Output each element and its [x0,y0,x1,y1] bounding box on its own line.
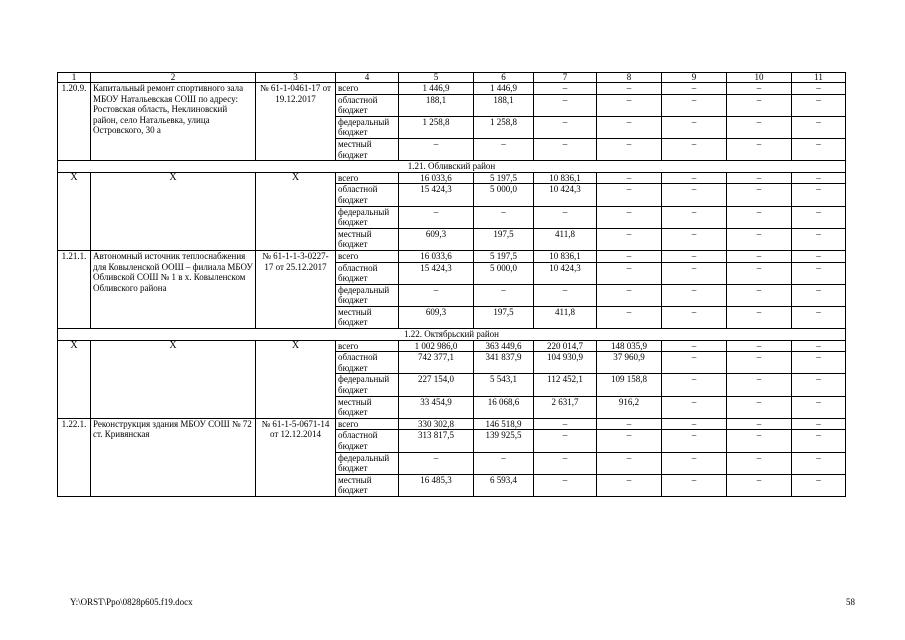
amount-cell: – [662,94,727,116]
amount-cell: – [727,184,792,206]
amount-cell: – [534,116,597,138]
amount-cell: 10 424,3 [534,184,597,206]
amount-cell: – [792,374,846,396]
amount-cell: 2 631,7 [534,396,597,418]
amount-cell: 16 485,3 [399,474,474,496]
amount-cell: 146 518,9 [474,418,534,430]
amount-cell: – [792,352,846,374]
amount-cell: – [534,452,597,474]
amount-cell: – [662,138,727,160]
amount-cell: – [597,94,662,116]
column-number-row [58,73,846,83]
amount-cell: 1 002 986,0 [399,340,474,352]
funding-source: всего [336,172,399,184]
amount-cell: – [597,184,662,206]
amount-cell: – [792,83,846,95]
object-name: Х [91,172,256,250]
section-title: 1.21. Обливский район [58,161,846,173]
object-name: Капитальный ремонт спортивного зала МБОУ Натальевская СОШ по адресу: Ростовская область, Неклиновский район, село Натальевка, улица Островского, 30 а [91,83,256,161]
amount-cell: 1 258,8 [399,116,474,138]
document-ref: Х [256,340,336,418]
amount-cell: – [474,452,534,474]
amount-cell: 15 424,3 [399,184,474,206]
amount-cell: – [727,116,792,138]
amount-cell: – [662,352,727,374]
amount-cell: 5 197,5 [474,172,534,184]
amount-cell: 5 197,5 [474,250,534,262]
funding-source: федеральный бюджет [336,452,399,474]
amount-cell: – [399,138,474,160]
item-number: 1.21.1. [58,250,91,328]
amount-cell: – [662,262,727,284]
amount-cell: – [534,430,597,452]
amount-cell: 5 000,0 [474,262,534,284]
amount-cell: – [727,94,792,116]
column-number: 11 [792,73,846,83]
funding-source: областной бюджет [336,430,399,452]
amount-cell: – [534,206,597,228]
amount-cell: – [597,418,662,430]
amount-cell: – [597,228,662,250]
amount-cell: – [727,418,792,430]
amount-cell: 197,5 [474,306,534,328]
column-number: 10 [727,73,792,83]
amount-cell: 15 424,3 [399,262,474,284]
amount-cell: 5 543,1 [474,374,534,396]
amount-cell: – [474,138,534,160]
table-row [58,418,846,430]
column-number: 9 [662,73,727,83]
amount-cell: – [597,138,662,160]
amount-cell: – [727,430,792,452]
amount-cell: – [597,430,662,452]
amount-cell: 112 452,1 [534,374,597,396]
funding-source: областной бюджет [336,352,399,374]
amount-cell: – [534,418,597,430]
amount-cell: – [399,284,474,306]
amount-cell: – [792,474,846,496]
amount-cell: 1 446,9 [474,83,534,95]
amount-cell: – [597,452,662,474]
amount-cell: – [792,452,846,474]
amount-cell: – [662,250,727,262]
amount-cell: 742 377,1 [399,352,474,374]
amount-cell: – [474,206,534,228]
amount-cell: 104 930,9 [534,352,597,374]
amount-cell: 363 449,6 [474,340,534,352]
funding-source: федеральный бюджет [336,374,399,396]
amount-cell: – [727,374,792,396]
funding-source: федеральный бюджет [336,284,399,306]
amount-cell: – [792,138,846,160]
table-row [58,250,846,262]
amount-cell: – [727,138,792,160]
amount-cell: – [727,352,792,374]
funding-source: местный бюджет [336,396,399,418]
amount-cell: – [597,262,662,284]
amount-cell: – [662,396,727,418]
amount-cell: 227 154,0 [399,374,474,396]
amount-cell: – [792,396,846,418]
amount-cell: – [662,474,727,496]
amount-cell: 6 593,4 [474,474,534,496]
amount-cell: 1 258,8 [474,116,534,138]
amount-cell: – [662,206,727,228]
amount-cell: – [792,430,846,452]
funding-source: всего [336,250,399,262]
amount-cell: 188,1 [399,94,474,116]
amount-cell: – [662,374,727,396]
column-number: 5 [399,73,474,83]
amount-cell: – [597,83,662,95]
amount-cell: – [662,306,727,328]
amount-cell: – [792,306,846,328]
amount-cell: 197,5 [474,228,534,250]
amount-cell: 341 837,9 [474,352,534,374]
amount-cell: – [662,228,727,250]
amount-cell: – [662,284,727,306]
amount-cell: 411,8 [534,228,597,250]
amount-cell: – [662,83,727,95]
amount-cell: – [534,94,597,116]
amount-cell: – [474,284,534,306]
amount-cell: – [662,172,727,184]
column-number: 7 [534,73,597,83]
amount-cell: – [727,284,792,306]
table-row [58,172,846,184]
funding-source: местный бюджет [336,306,399,328]
document-ref: № 61-1-0461-17 от 19.12.2017 [256,83,336,161]
amount-cell: – [727,228,792,250]
amount-cell: – [792,184,846,206]
amount-cell: – [727,206,792,228]
amount-cell: 16 033,6 [399,172,474,184]
amount-cell: – [727,250,792,262]
amount-cell: 10 836,1 [534,172,597,184]
amount-cell: 16 033,6 [399,250,474,262]
amount-cell: 139 925,5 [474,430,534,452]
amount-cell: 33 454,9 [399,396,474,418]
amount-cell: – [662,452,727,474]
amount-cell: 609,3 [399,306,474,328]
amount-cell: – [662,340,727,352]
amount-cell: 109 158,8 [597,374,662,396]
funding-source: местный бюджет [336,138,399,160]
section-title: 1.22. Октябрьский район [58,329,846,341]
item-number: Х [58,172,91,250]
column-number: 4 [336,73,399,83]
funding-source: федеральный бюджет [336,206,399,228]
column-number: 1 [58,73,91,83]
amount-cell: – [399,452,474,474]
amount-cell: – [792,116,846,138]
amount-cell: – [399,206,474,228]
page-number: 58 [846,597,855,607]
amount-cell: – [727,172,792,184]
section-row [58,329,846,341]
amount-cell: – [792,250,846,262]
amount-cell: – [597,250,662,262]
amount-cell: – [727,306,792,328]
amount-cell: – [792,340,846,352]
section-row [58,161,846,173]
amount-cell: – [597,116,662,138]
column-number: 2 [91,73,256,83]
amount-cell: 609,3 [399,228,474,250]
column-number: 8 [597,73,662,83]
amount-cell: – [727,340,792,352]
item-number: Х [58,340,91,418]
amount-cell: – [727,474,792,496]
amount-cell: 313 817,5 [399,430,474,452]
amount-cell: 148 035,9 [597,340,662,352]
funding-source: областной бюджет [336,184,399,206]
amount-cell: – [792,172,846,184]
item-number: 1.22.1. [58,418,91,496]
funding-source: федеральный бюджет [336,116,399,138]
funding-source: всего [336,83,399,95]
funding-source: местный бюджет [336,474,399,496]
amount-cell: 37 960,9 [597,352,662,374]
amount-cell: – [597,172,662,184]
amount-cell: – [727,452,792,474]
amount-cell: 16 068,6 [474,396,534,418]
funding-source: областной бюджет [336,262,399,284]
column-number: 3 [256,73,336,83]
finance-table [57,72,846,497]
amount-cell: – [597,206,662,228]
funding-source: всего [336,340,399,352]
item-number: 1.20.9. [58,83,91,161]
amount-cell: – [727,83,792,95]
amount-cell: – [792,262,846,284]
amount-cell: 10 424,3 [534,262,597,284]
amount-cell: – [662,116,727,138]
funding-source: всего [336,418,399,430]
amount-cell: – [792,228,846,250]
amount-cell: 411,8 [534,306,597,328]
amount-cell: 5 000,0 [474,184,534,206]
amount-cell: – [662,430,727,452]
document-ref: № 61-1-5-0671-14 от 12.12.2014 [256,418,336,496]
amount-cell: – [792,94,846,116]
object-name: Автономный источник теплоснабжения для Ковыленской ООШ – филиала МБОУ Обливской СОШ № 1 в х. Ковыленском Обливского района [91,250,256,328]
amount-cell: – [597,284,662,306]
object-name: Реконструкция здания МБОУ СОШ № 72 ст. Кривянская [91,418,256,496]
amount-cell: – [534,138,597,160]
object-name: Х [91,340,256,418]
amount-cell: – [727,396,792,418]
amount-cell: – [792,418,846,430]
amount-cell: 1 446,9 [399,83,474,95]
amount-cell: 330 302,8 [399,418,474,430]
amount-cell: – [597,474,662,496]
amount-cell: – [792,284,846,306]
amount-cell: – [534,83,597,95]
amount-cell: – [662,184,727,206]
amount-cell: – [597,306,662,328]
funding-source: местный бюджет [336,228,399,250]
amount-cell: – [792,206,846,228]
table-row [58,83,846,95]
file-path: Y:\ORST\Ppo\0828p605.f19.docx [70,597,193,607]
amount-cell: – [662,418,727,430]
amount-cell: – [727,262,792,284]
amount-cell: 916,2 [597,396,662,418]
amount-cell: 10 836,1 [534,250,597,262]
funding-source: областной бюджет [336,94,399,116]
amount-cell: 188,1 [474,94,534,116]
amount-cell: – [534,474,597,496]
amount-cell: – [534,284,597,306]
table-row [58,340,846,352]
amount-cell: 220 014,7 [534,340,597,352]
document-ref: № 61-1-1-3-0227-17 от 25.12.2017 [256,250,336,328]
column-number: 6 [474,73,534,83]
document-ref: Х [256,172,336,250]
